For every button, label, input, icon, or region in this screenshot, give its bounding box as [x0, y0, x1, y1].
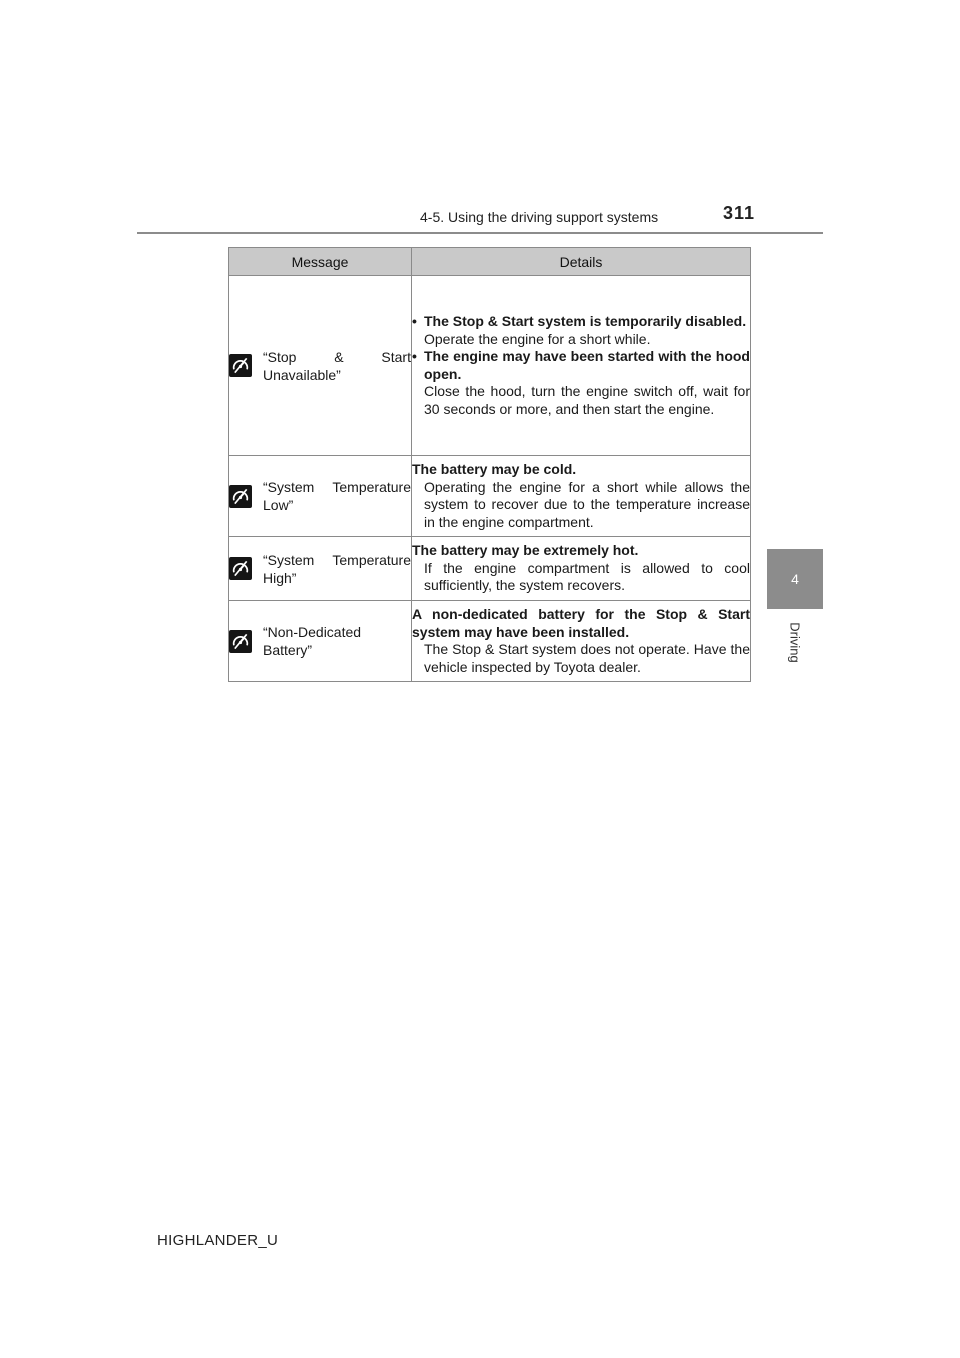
table-row: [229, 537, 751, 601]
message-cell: [229, 276, 412, 456]
stop-start-indicator-icon: [229, 630, 252, 653]
message-text: “System Temperature High”: [263, 551, 411, 586]
details-cell: [412, 601, 751, 682]
header-divider: [137, 232, 823, 234]
detail-title: The battery may be extremely hot.: [412, 542, 639, 559]
column-header-details: Details: [412, 248, 751, 276]
chapter-label-text: Driving: [787, 621, 803, 663]
table-row: [229, 456, 751, 537]
message-text: “Stop & Start Unavailable”: [263, 348, 411, 383]
message-text: “Non-Dedicated Battery”: [263, 624, 362, 658]
details-cell: [412, 456, 751, 537]
table-row: [229, 276, 751, 456]
table-row: [229, 601, 751, 682]
stop-start-indicator-icon: [229, 354, 252, 377]
detail-bullet-title: • The Stop & Start system is temporarily disabled.: [412, 313, 750, 331]
footer-model: HIGHLANDER_U: [157, 1232, 279, 1249]
detail-title: The battery may be cold.: [412, 461, 577, 477]
section-title: 4-5. Using the driving support systems: [420, 209, 659, 225]
stop-start-indicator-icon: [229, 557, 252, 580]
message-table: [228, 247, 751, 682]
detail-text: Close the hood, turn the engine switch off, wait for 30 seconds or more, and then start the engine.: [424, 383, 750, 417]
column-header-message: Message: [229, 248, 412, 276]
detail-text: Operate the engine for a short while.: [424, 330, 651, 347]
message-cell: [229, 456, 412, 537]
message-cell: [229, 537, 412, 601]
details-cell: [412, 276, 751, 456]
stop-start-indicator-icon: [229, 485, 252, 508]
detail-text: The Stop & Start system does not operate. Have the vehicle inspected by Toyota dealer.: [424, 641, 750, 675]
chapter-number: 4: [791, 571, 799, 587]
details-cell: [412, 537, 751, 601]
detail-title: A non-dedicated battery for the Stop & Start system may have been installed.: [412, 606, 750, 640]
page-number: 311: [722, 203, 755, 223]
chapter-label: [775, 614, 815, 670]
message-text: “System Temperature Low”: [263, 479, 411, 513]
message-cell: [229, 601, 412, 682]
detail-text: If the engine compartment is allowed to cool sufficiently, the system recovers.: [424, 559, 750, 594]
detail-bullet-title: • The engine may have been started with the hood open.: [412, 348, 750, 383]
detail-text: Operating the engine for a short while allows the system to recover due to the temperature increase in the engine compartment.: [424, 478, 750, 530]
table-header-row: [229, 248, 751, 276]
